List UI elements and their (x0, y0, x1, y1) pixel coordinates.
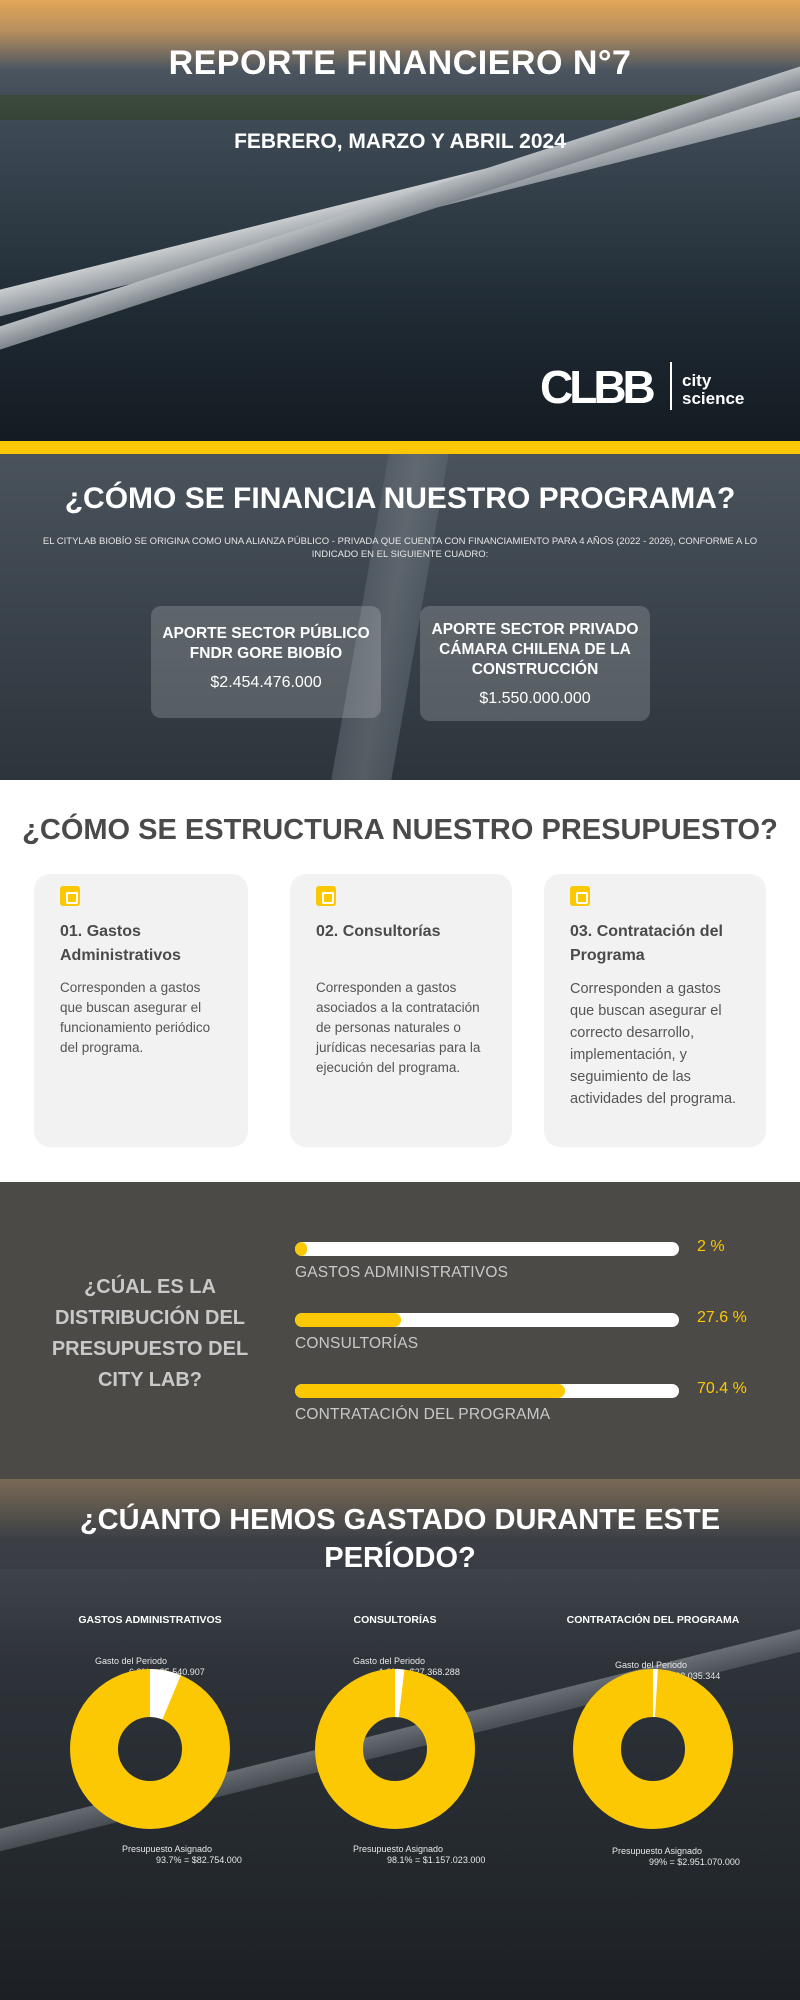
bar-track (295, 1313, 679, 1327)
distribution-bar-admin (295, 1238, 755, 1302)
card-title-line: FNDR GORE BIOBÍO (189, 645, 343, 662)
assigned-label: Presupuesto Asignado (122, 1844, 213, 1854)
assigned-value: 98.1% = $1.157.023.000 (387, 1855, 486, 1865)
budget-distribution-section (0, 1182, 800, 1479)
donut-admin (40, 1614, 260, 1874)
spending-title: ¿CÚANTO HEMOS GASTADO DURANTE ESTE PERÍODO? (79, 1504, 721, 1574)
financing-title: ¿CÓMO SE FINANCIA NUESTRO PROGRAMA? (64, 482, 736, 515)
bar-track (295, 1242, 679, 1256)
donut-consulting (285, 1614, 505, 1874)
citylab-logo (540, 358, 770, 414)
card-title-line: APORTE SECTOR PRIVADO (431, 621, 639, 638)
donut-program (543, 1614, 763, 1874)
donut-assigned-label (122, 1844, 242, 1866)
bar-label: CONTRATACIÓN DEL PROGRAMA (295, 1406, 551, 1423)
logo-mark: CLBB (540, 361, 652, 413)
assigned-value: 93.7% = $82.754.000 (156, 1855, 242, 1865)
logo-text-science: science (682, 389, 745, 408)
bar-percent: 70.4 % (697, 1380, 747, 1397)
assigned-value: 99% = $2.951.070.000 (649, 1857, 740, 1867)
card-value: $1.550.000.000 (479, 690, 591, 707)
bar-percent: 2 % (697, 1238, 725, 1255)
donut-title: CONSULTORÍAS (353, 1614, 437, 1626)
bar-percent: 27.6 % (697, 1309, 747, 1326)
spent-label: Gasto del Periodo (95, 1656, 168, 1666)
assigned-label: Presupuesto Asignado (353, 1844, 444, 1854)
report-title: REPORTE FINANCIERO N°7 (168, 44, 632, 82)
structure-card-program (544, 874, 766, 1147)
structure-card-title: 03. Contratación del Programa (570, 923, 723, 964)
card-title-line: APORTE SECTOR PÚBLICO (162, 625, 370, 642)
private-funding-card (420, 606, 650, 721)
spending-section (0, 1479, 800, 2000)
logo-separator (670, 362, 672, 410)
report-period: FEBRERO, MARZO Y ABRIL 2024 (234, 130, 566, 153)
document-icon (570, 886, 590, 906)
structure-card-title: 01. Gastos Administrativos (60, 923, 181, 964)
assigned-label: Presupuesto Asignado (612, 1846, 703, 1856)
donut-assigned-label (612, 1846, 740, 1868)
structure-card-admin (34, 874, 248, 1147)
yellow-divider (0, 441, 800, 454)
card-title (151, 624, 381, 664)
donut-title: CONTRATACIÓN DEL PROGRAMA (566, 1614, 740, 1626)
logo-text-city: city (682, 371, 712, 390)
logo-text (682, 372, 744, 408)
structure-card-consulting (290, 874, 512, 1147)
spent-value: 6.3% = $5.540.907 (129, 1667, 205, 1677)
bar-fill (295, 1242, 307, 1256)
bar-label: CONSULTORÍAS (295, 1335, 419, 1352)
public-funding-card (151, 606, 381, 718)
wallet-icon (60, 886, 80, 906)
inbox-icon (316, 886, 336, 906)
financing-description: EL CITYLAB BIOBÍO SE ORIGINA COMO UNA ALIANZA PÚBLICO - PRIVADA QUE CUENTA CON FINANCIAMIENTO PARA 4 AÑOS (2022 - 2026), CONFORME A LO INDICADO EN EL SIGUIENTE CUADRO: (42, 536, 758, 560)
distribution-bar-program (295, 1380, 755, 1444)
bar-fill (295, 1313, 401, 1327)
spent-value: 1% = $22.035.344 (647, 1671, 721, 1681)
card-title-line: CONSTRUCCIÓN (471, 661, 599, 678)
bar-label: GASTOS ADMINISTRATIVOS (295, 1264, 509, 1281)
donut-title: GASTOS ADMINISTRATIVOS (78, 1614, 222, 1626)
donut-assigned-label (353, 1844, 485, 1866)
hero-banner (0, 0, 800, 441)
financing-section (0, 454, 800, 780)
spent-value: 1.9% = $27.368.288 (379, 1667, 460, 1677)
donut-chart (573, 1669, 733, 1829)
structure-card-description: Corresponden a gastos asociados a la contratación de personas naturales o jurídicas necesarias para la ejecución del programa. (316, 980, 481, 1075)
structure-card-description: Corresponden a gastos que buscan asegurar el funcionamiento periódico del programa. (60, 980, 211, 1055)
donut-chart (70, 1669, 230, 1829)
spent-label: Gasto del Periodo (615, 1660, 688, 1670)
structure-card-title: 02. Consultorías (316, 923, 441, 940)
distribution-bar-consulting (295, 1309, 755, 1373)
distribution-question: ¿CÚAL ES LA DISTRIBUCIÓN DEL PRESUPUESTO DEL CITY LAB? (51, 1276, 249, 1391)
bar-track (295, 1384, 679, 1398)
card-title-line: CÁMARA CHILENA DE LA (439, 641, 631, 658)
budget-structure-section (0, 780, 800, 1182)
structure-title: ¿CÓMO SE ESTRUCTURA NUESTRO PRESUPUESTO? (22, 814, 778, 846)
spent-label: Gasto del Periodo (353, 1656, 426, 1666)
bar-fill (295, 1384, 565, 1398)
donut-chart (315, 1669, 475, 1829)
card-title (420, 620, 650, 680)
structure-card-description: Corresponden a gastos que buscan asegurar el correcto desarrollo, implementación, y seguimiento de las actividades del programa. (570, 981, 737, 1107)
card-value: $2.454.476.000 (210, 674, 322, 691)
